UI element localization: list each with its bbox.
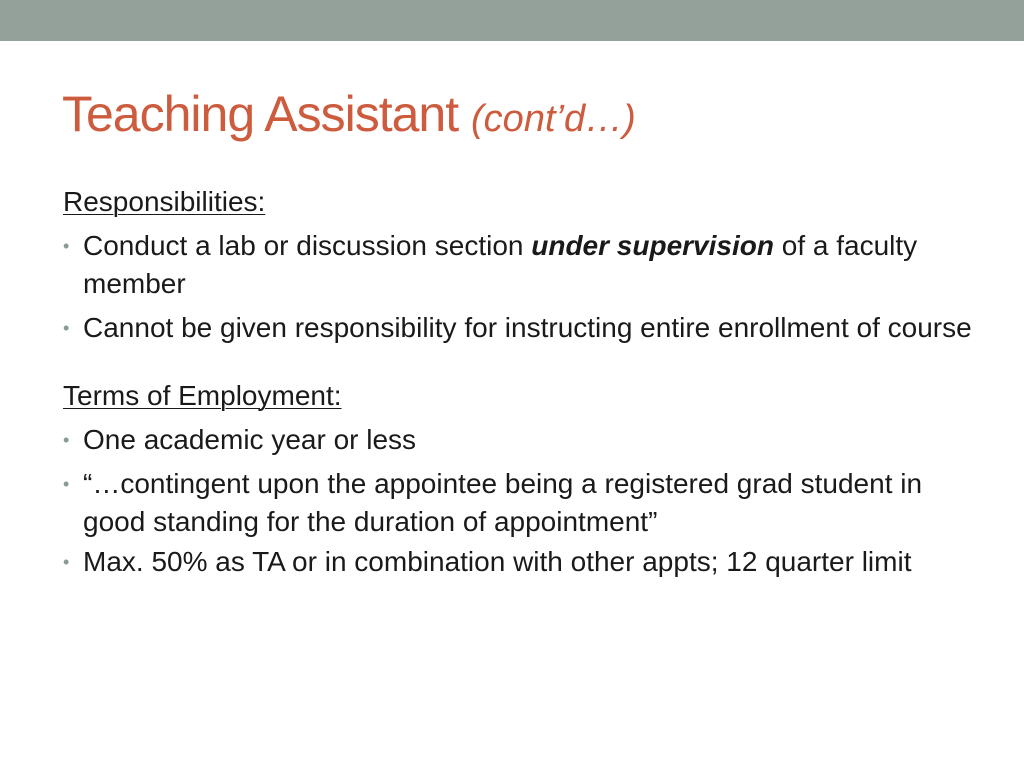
list-item <box>63 421 983 459</box>
bullet-icon: • <box>63 236 70 256</box>
list-item <box>63 465 983 541</box>
bullet-text-before: Conduct a lab or discussion section <box>83 230 532 261</box>
list-item <box>63 545 983 579</box>
slide-title-main: Teaching Assistant <box>62 86 472 142</box>
section-spacer <box>63 347 983 377</box>
bullet-text: “…contingent upon the appointee being a registered grad student in good standing for the duration of appointment” <box>83 468 923 537</box>
bullet-text: One academic year or less <box>83 424 417 455</box>
section-heading-responsibilities: Responsibilities: <box>63 186 266 217</box>
bullet-text: Max. 50% as TA or in combination with other appts; 12 quarter limit <box>83 546 912 577</box>
bullet-emphasis: under supervision <box>531 230 774 261</box>
bullet-icon: • <box>63 552 70 572</box>
top-accent-bar <box>0 0 1024 41</box>
section-heading-terms: Terms of Employment: <box>63 380 342 411</box>
list-item <box>63 227 983 303</box>
slide-body <box>63 183 983 579</box>
slide-title <box>62 84 636 149</box>
list-item <box>63 309 983 347</box>
bullet-text-after: of a faculty member <box>83 230 918 299</box>
responsibilities-list <box>63 227 983 347</box>
bullet-text: Cannot be given responsibility for instructing entire enrollment of course <box>83 312 972 343</box>
terms-list <box>63 421 983 579</box>
bullet-icon: • <box>63 318 70 338</box>
bullet-icon: • <box>63 430 70 450</box>
slide-title-suffix: (cont’d…) <box>471 98 636 140</box>
bullet-icon: • <box>63 474 70 494</box>
